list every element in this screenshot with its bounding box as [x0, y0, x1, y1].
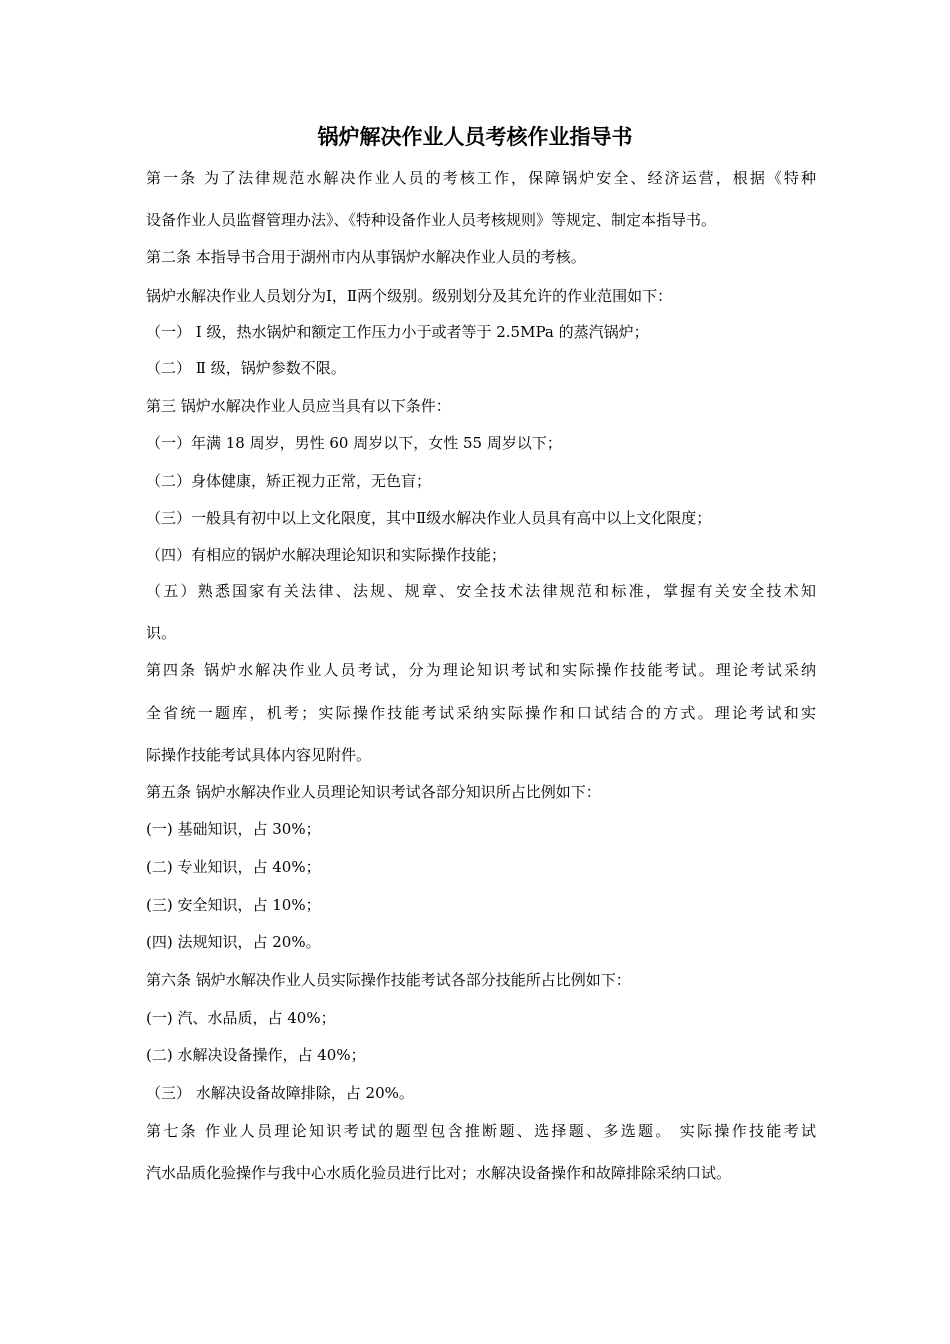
paragraph-line: (三) 安全知识，占 10%； — [146, 896, 321, 914]
paragraph-line: (一) 汽、水品质，占 40%； — [146, 1009, 336, 1027]
paragraph-line: （一） Ⅰ 级，热水锅炉和额定工作压力小于或者等于 2.5MPa 的蒸汽锅炉； — [146, 323, 649, 341]
paragraph-line: 第六条 锅炉水解决作业人员实际操作技能考试各部分技能所占比例如下： — [146, 971, 631, 989]
paragraph-line: 识。 — [146, 624, 177, 642]
paragraph-line: 第一条 为了法律规范水解决作业人员的考核工作，保障锅炉安全、经济运营，根据《特种 — [146, 169, 816, 187]
paragraph-line: 全省统一题库，机考；实际操作技能考试采纳实际操作和口试结合的方式。理论考试和实 — [146, 704, 816, 722]
paragraph-line: （二）身体健康，矫正视力正常，无色盲； — [146, 472, 432, 490]
paragraph-line: （五）熟悉国家有关法律、法规、规章、安全技术法律规范和标准，掌握有关安全技术知 — [146, 582, 816, 600]
paragraph-line: 汽水品质化验操作与我中心水质化验员进行比对；水解决设备操作和故障排除采纳口试。 — [146, 1164, 732, 1182]
paragraph-line: （二） Ⅱ 级，锅炉参数不限。 — [146, 359, 346, 377]
paragraph-line: 第七条 作业人员理论知识考试的题型包含推断题、选择题、多选题。 实际操作技能考试 — [146, 1122, 816, 1140]
paragraph-line: 际操作技能考试具体内容见附件。 — [146, 746, 372, 764]
paragraph-line: (二) 专业知识，占 40%； — [146, 858, 321, 876]
paragraph-line: 第四条 锅炉水解决作业人员考试，分为理论知识考试和实际操作技能考试。理论考试采纳 — [146, 661, 816, 679]
paragraph-line: （三）一般具有初中以上文化限度，其中Ⅱ级水解决作业人员具有高中以上文化限度； — [146, 509, 712, 527]
paragraph-line: (二) 水解决设备操作，占 40%； — [146, 1046, 366, 1064]
paragraph-line: 设备作业人员监督管理办法》、《特种设备作业人员考核规则》等规定、制定本指导书。 — [146, 211, 717, 229]
paragraph-line: (四) 法规知识，占 20%。 — [146, 933, 321, 951]
paragraph-line: 第三 锅炉水解决作业人员应当具有以下条件： — [146, 397, 451, 415]
paragraph-line: (一) 基础知识，占 30%； — [146, 820, 321, 838]
paragraph-line: （四）有相应的锅炉水解决理论知识和实际操作技能； — [146, 546, 507, 564]
paragraph-line: 第五条 锅炉水解决作业人员理论知识考试各部分知识所占比例如下： — [146, 783, 601, 801]
paragraph-line: 第二条 本指导书合用于湖州市内从事锅炉水解决作业人员的考核。 — [146, 248, 586, 266]
document-title: 锅炉解决作业人员考核作业指导书 — [317, 124, 633, 149]
paragraph-line: 锅炉水解决作业人员划分为Ⅰ，Ⅱ两个级别。级别划分及其允许的作业范围如下： — [146, 287, 673, 305]
paragraph-line: （三） 水解决设备故障排除，占 20%。 — [146, 1084, 414, 1102]
paragraph-line: （一）年满 18 周岁，男性 60 周岁以下，女性 55 周岁以下； — [146, 434, 562, 452]
